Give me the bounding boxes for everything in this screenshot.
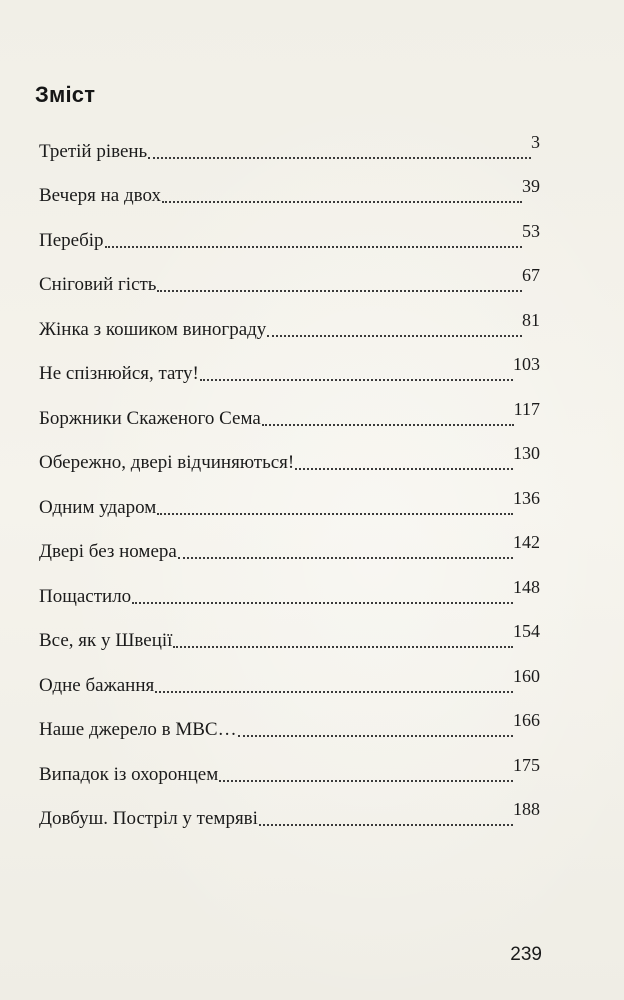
toc-entry-page: 136 (513, 488, 540, 508)
toc-entry (39, 577, 540, 608)
dot-leader (238, 735, 513, 737)
toc-entry (39, 532, 540, 563)
toc-entry-page: 188 (513, 799, 540, 819)
toc-entry (39, 799, 540, 830)
toc-entry-page: 117 (513, 399, 540, 419)
toc-entry-page: 39 (522, 176, 540, 196)
dot-leader (178, 557, 513, 559)
toc-entry-title: Боржники Скаженого Сема (39, 408, 261, 429)
toc-entry-title: Перебір (39, 230, 104, 251)
dot-leader (259, 824, 513, 826)
toc-entry-page: 160 (513, 666, 540, 686)
toc-entry-title: Вечеря на двох (39, 185, 161, 206)
dot-leader (295, 468, 513, 470)
toc-entry-title: Довбуш. Постріл у темряві (39, 808, 258, 829)
dot-leader (157, 513, 513, 515)
toc-entry-title: Двері без номера (39, 541, 177, 562)
toc-entry-page: 130 (513, 443, 540, 463)
dot-leader (132, 602, 513, 604)
dot-leader (148, 157, 531, 159)
dot-leader (219, 780, 513, 782)
toc-entry-page: 67 (522, 265, 540, 285)
toc-entry-page: 81 (522, 310, 540, 330)
toc-entry-title: Все, як у Швеції (39, 630, 173, 651)
toc-entry-title: Сніговий гість (39, 274, 157, 295)
dot-leader (155, 691, 513, 693)
toc-entry-title: Третій рівень (39, 141, 148, 162)
toc-entry (39, 354, 540, 385)
toc-entry (39, 621, 540, 652)
toc-entry-title: Пощастило (39, 586, 132, 607)
dot-leader (173, 646, 513, 648)
toc-entry-page: 175 (513, 755, 540, 775)
dot-leader (200, 379, 513, 381)
toc-entry-title: Наше джерело в МВС… (39, 719, 237, 740)
dot-leader (262, 424, 514, 426)
toc-entry (39, 265, 540, 296)
toc-entry (39, 176, 540, 207)
toc-entry-page: 154 (513, 621, 540, 641)
toc-entry-title: Жінка з кошиком винограду (39, 319, 267, 340)
toc-entry-page: 142 (513, 532, 540, 552)
toc-entry (39, 710, 540, 741)
toc-entry (39, 488, 540, 519)
toc-entry-title: Одним ударом (39, 497, 157, 518)
toc-entry (39, 310, 540, 341)
page-number: 239 (510, 944, 542, 965)
dot-leader (267, 335, 522, 337)
toc-entry-title: Випадок із охоронцем (39, 764, 219, 785)
toc-entry-page: 166 (513, 710, 540, 730)
toc-entry-title: Одне бажання (39, 675, 155, 696)
toc-entry-page: 103 (513, 354, 540, 374)
contents-title: Зміст (35, 82, 96, 107)
toc-entry (39, 443, 540, 474)
toc-entry (39, 755, 540, 786)
dot-leader (162, 201, 522, 203)
toc-entry-title: Обережно, двері відчиняються! (39, 452, 295, 473)
dot-leader (157, 290, 522, 292)
toc-entry (39, 132, 540, 163)
toc-entry-page: 148 (513, 577, 540, 597)
toc-entry-title: Не спізнюйся, тату! (39, 363, 199, 384)
toc-entry-page: 53 (522, 221, 540, 241)
toc-entry (39, 221, 540, 252)
toc-entry (39, 666, 540, 697)
toc-entry-page: 3 (531, 132, 540, 152)
dot-leader (105, 246, 522, 248)
toc-entry (39, 399, 540, 430)
